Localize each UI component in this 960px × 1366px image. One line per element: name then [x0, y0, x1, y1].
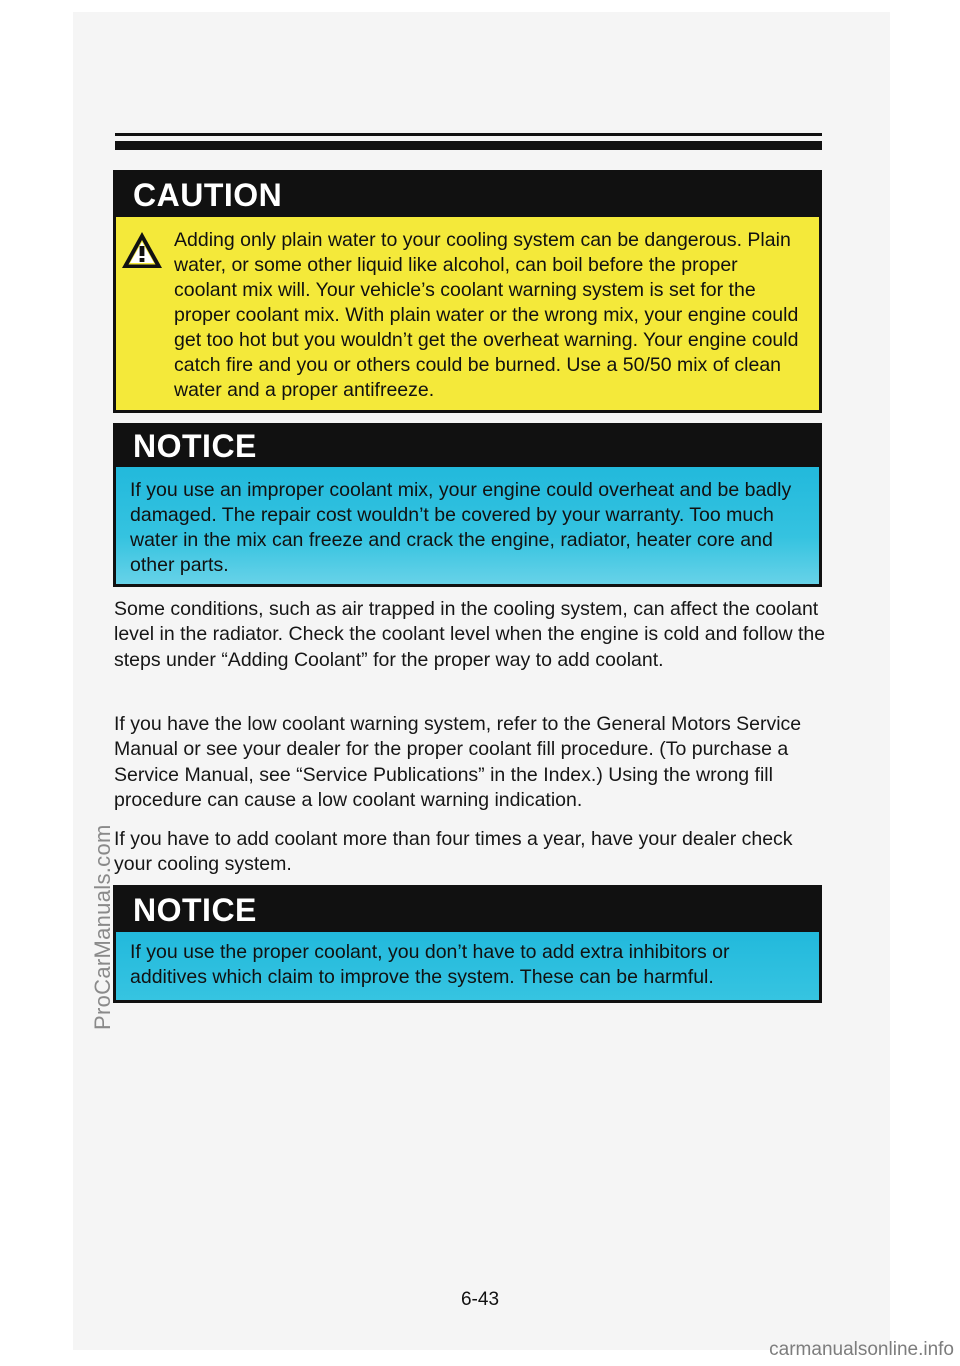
caution-heading: CAUTION	[116, 173, 819, 217]
notice-box-coolant-mix	[113, 423, 822, 587]
warning-triangle-icon	[120, 230, 164, 270]
paragraph-add-coolant-frequency: If you have to add coolant more than four times a year, have your dealer check your cooling system.	[114, 828, 793, 876]
notice-heading: NOTICE	[116, 888, 819, 932]
notice-text: If you use an improper coolant mix, your engine could overheat and be badly damaged. The repair cost wouldn’t be covered by your warranty. Too much water in the mix can freeze and crack the engine, radiator, heater core and other parts.	[116, 467, 819, 584]
side-watermark: ProCarManuals.com	[90, 824, 115, 1030]
bottom-watermark: carmanualsonline.info	[769, 1339, 954, 1360]
page-number: 6-43	[460, 1289, 500, 1310]
top-rule-thin	[115, 133, 822, 136]
caution-text: Adding only plain water to your cooling system can be dangerous. Plain water, or some other liquid like alcohol, can boil before the proper coolant mix will. Your vehicle’s coolant warning system is set for the proper coolant mix. With plain water or the wrong mix, your engine could get too hot but you wouldn’t get the overheat warning. Your engine could catch fire and you or others could be burned. Use a 50/50 mix of clean water and a proper antifreeze.	[174, 229, 799, 401]
notice-box-inhibitors	[113, 885, 822, 1003]
paragraph-low-coolant-warning: If you have the low coolant warning system, refer to the General Motors Service Manual or see your dealer for the proper coolant fill procedure. (To purchase a Service Manual, see “Service Publications” in the Index.) Using the wrong fill procedure can cause a low coolant warning indication.	[114, 713, 802, 811]
paragraph-coolant-level: Some conditions, such as air trapped in the cooling system, can affect the coolant level in the radiator. Check the coolant level when the engine is cold and follow the steps under “Adding Coolant” for the proper way to add coolant.	[114, 598, 826, 671]
caution-box	[113, 170, 822, 413]
caution-body	[116, 217, 819, 410]
notice-text: If you use the proper coolant, you don’t have to add extra inhibitors or additives which claim to improve the system. These can be harmful.	[116, 932, 819, 1000]
notice-heading: NOTICE	[116, 426, 819, 467]
top-rule-thick	[115, 141, 822, 150]
